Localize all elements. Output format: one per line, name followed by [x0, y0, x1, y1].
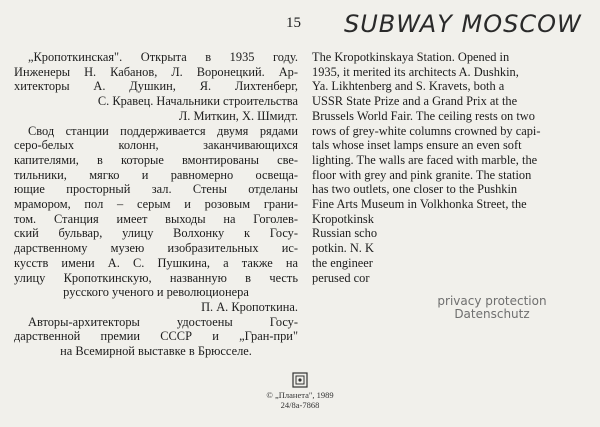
english-text-line: USSR State Prize and a Grand Prix at the: [312, 94, 518, 109]
english-text-line: The Kropotkinskaya Station. Opened in: [312, 50, 510, 64]
privacy-watermark-line2: Datenschutz: [454, 307, 530, 321]
english-text-line: potkin. N. K: [312, 241, 374, 256]
privacy-watermark: [412, 295, 572, 321]
russian-text-line: мрамором, пол – серым и розовым грани-: [14, 197, 298, 212]
publisher-footer: [240, 372, 360, 410]
english-text-line: the engineer: [312, 255, 373, 270]
print-code: 24/8а-7868: [280, 400, 320, 410]
russian-text-line: тильники, мягко и равномерно освеща-: [14, 167, 298, 182]
page-number: 15: [286, 15, 301, 31]
russian-text-line: С. Кравец. Начальники строительства: [97, 94, 298, 109]
english-text-column: [312, 50, 594, 302]
russian-text-column: [14, 50, 298, 359]
russian-text-line: улицу Кропоткинскую, названную в честь: [14, 270, 298, 285]
english-text-line: lighting. The walls are faced with marble, the: [312, 152, 538, 167]
russian-text-line: „Кропоткинская". Открыта в 1935 году.: [28, 50, 298, 64]
russian-text-line: хитекторы А. Душкин, Я. Лихтенберг,: [14, 79, 298, 94]
russian-text-line: серо-белых колонн, заканчивающихся: [14, 138, 298, 153]
publisher-logo-icon: [292, 372, 308, 388]
russian-text-line: ский бульвар, улицу Волхонку к Госу-: [14, 226, 298, 241]
russian-text-line: Инженеры Н. Кабанов, Л. Воронецкий. Ар-: [14, 64, 298, 79]
english-text-line: perused cor: [312, 270, 370, 285]
russian-text-line: том. Станция имеет выходы на Гоголев-: [14, 211, 298, 226]
russian-text-line: кусств имени А. С. Пушкина, а также на: [14, 255, 298, 270]
privacy-watermark-line1: privacy protection: [437, 294, 547, 308]
publisher-copyright: © „Планета", 1989: [266, 390, 334, 400]
russian-text-line: русского ученого и революционера: [63, 285, 249, 300]
handwritten-note-text: SUBWAY MOSCOW: [344, 10, 582, 38]
russian-text-line: Авторы-архитекторы удостоены Госу-: [28, 314, 298, 329]
russian-text-line: дарственному музею изобразительных ис-: [14, 241, 298, 256]
english-text-line: 1935, it merited its architects A. Dushkin,: [312, 64, 519, 79]
russian-text-line: Л. Миткин, Х. Шмидт.: [178, 108, 298, 123]
english-text-line: tals whose inset lamps ensure an even soft: [312, 138, 522, 153]
russian-text-line: П. А. Кропоткина.: [201, 299, 298, 314]
english-text-line: Fine Arts Museum in Volkhonka Street, the: [312, 197, 527, 212]
english-text-line: has two outlets, one closer to the Pushkin: [312, 182, 518, 197]
russian-text-line: капителями, в которые вмонтированы све-: [14, 152, 298, 167]
english-text-line: Kropotkinsk: [312, 211, 374, 226]
english-text-line: Russian scho: [312, 226, 378, 241]
english-text-line: Ya. Likhtenberg and S. Kravets, both a: [312, 79, 505, 94]
russian-text-line: ющие просторный зал. Стены отделаны: [14, 182, 298, 197]
russian-text-line: на Всемирной выставке в Брюсселе.: [60, 344, 252, 359]
russian-text-line: Свод станции поддерживается двумя рядами: [28, 123, 298, 138]
english-text-line: floor with grey and pink granite. The station: [312, 167, 532, 182]
english-text-line: rows of grey-white columns crowned by capi-: [312, 123, 541, 138]
english-text-line: Brussels World Fair. The ceiling rests on two: [312, 108, 535, 123]
handwritten-note: [340, 4, 595, 44]
russian-text-line: дарственной премии СССР и „Гран-при": [14, 329, 298, 344]
